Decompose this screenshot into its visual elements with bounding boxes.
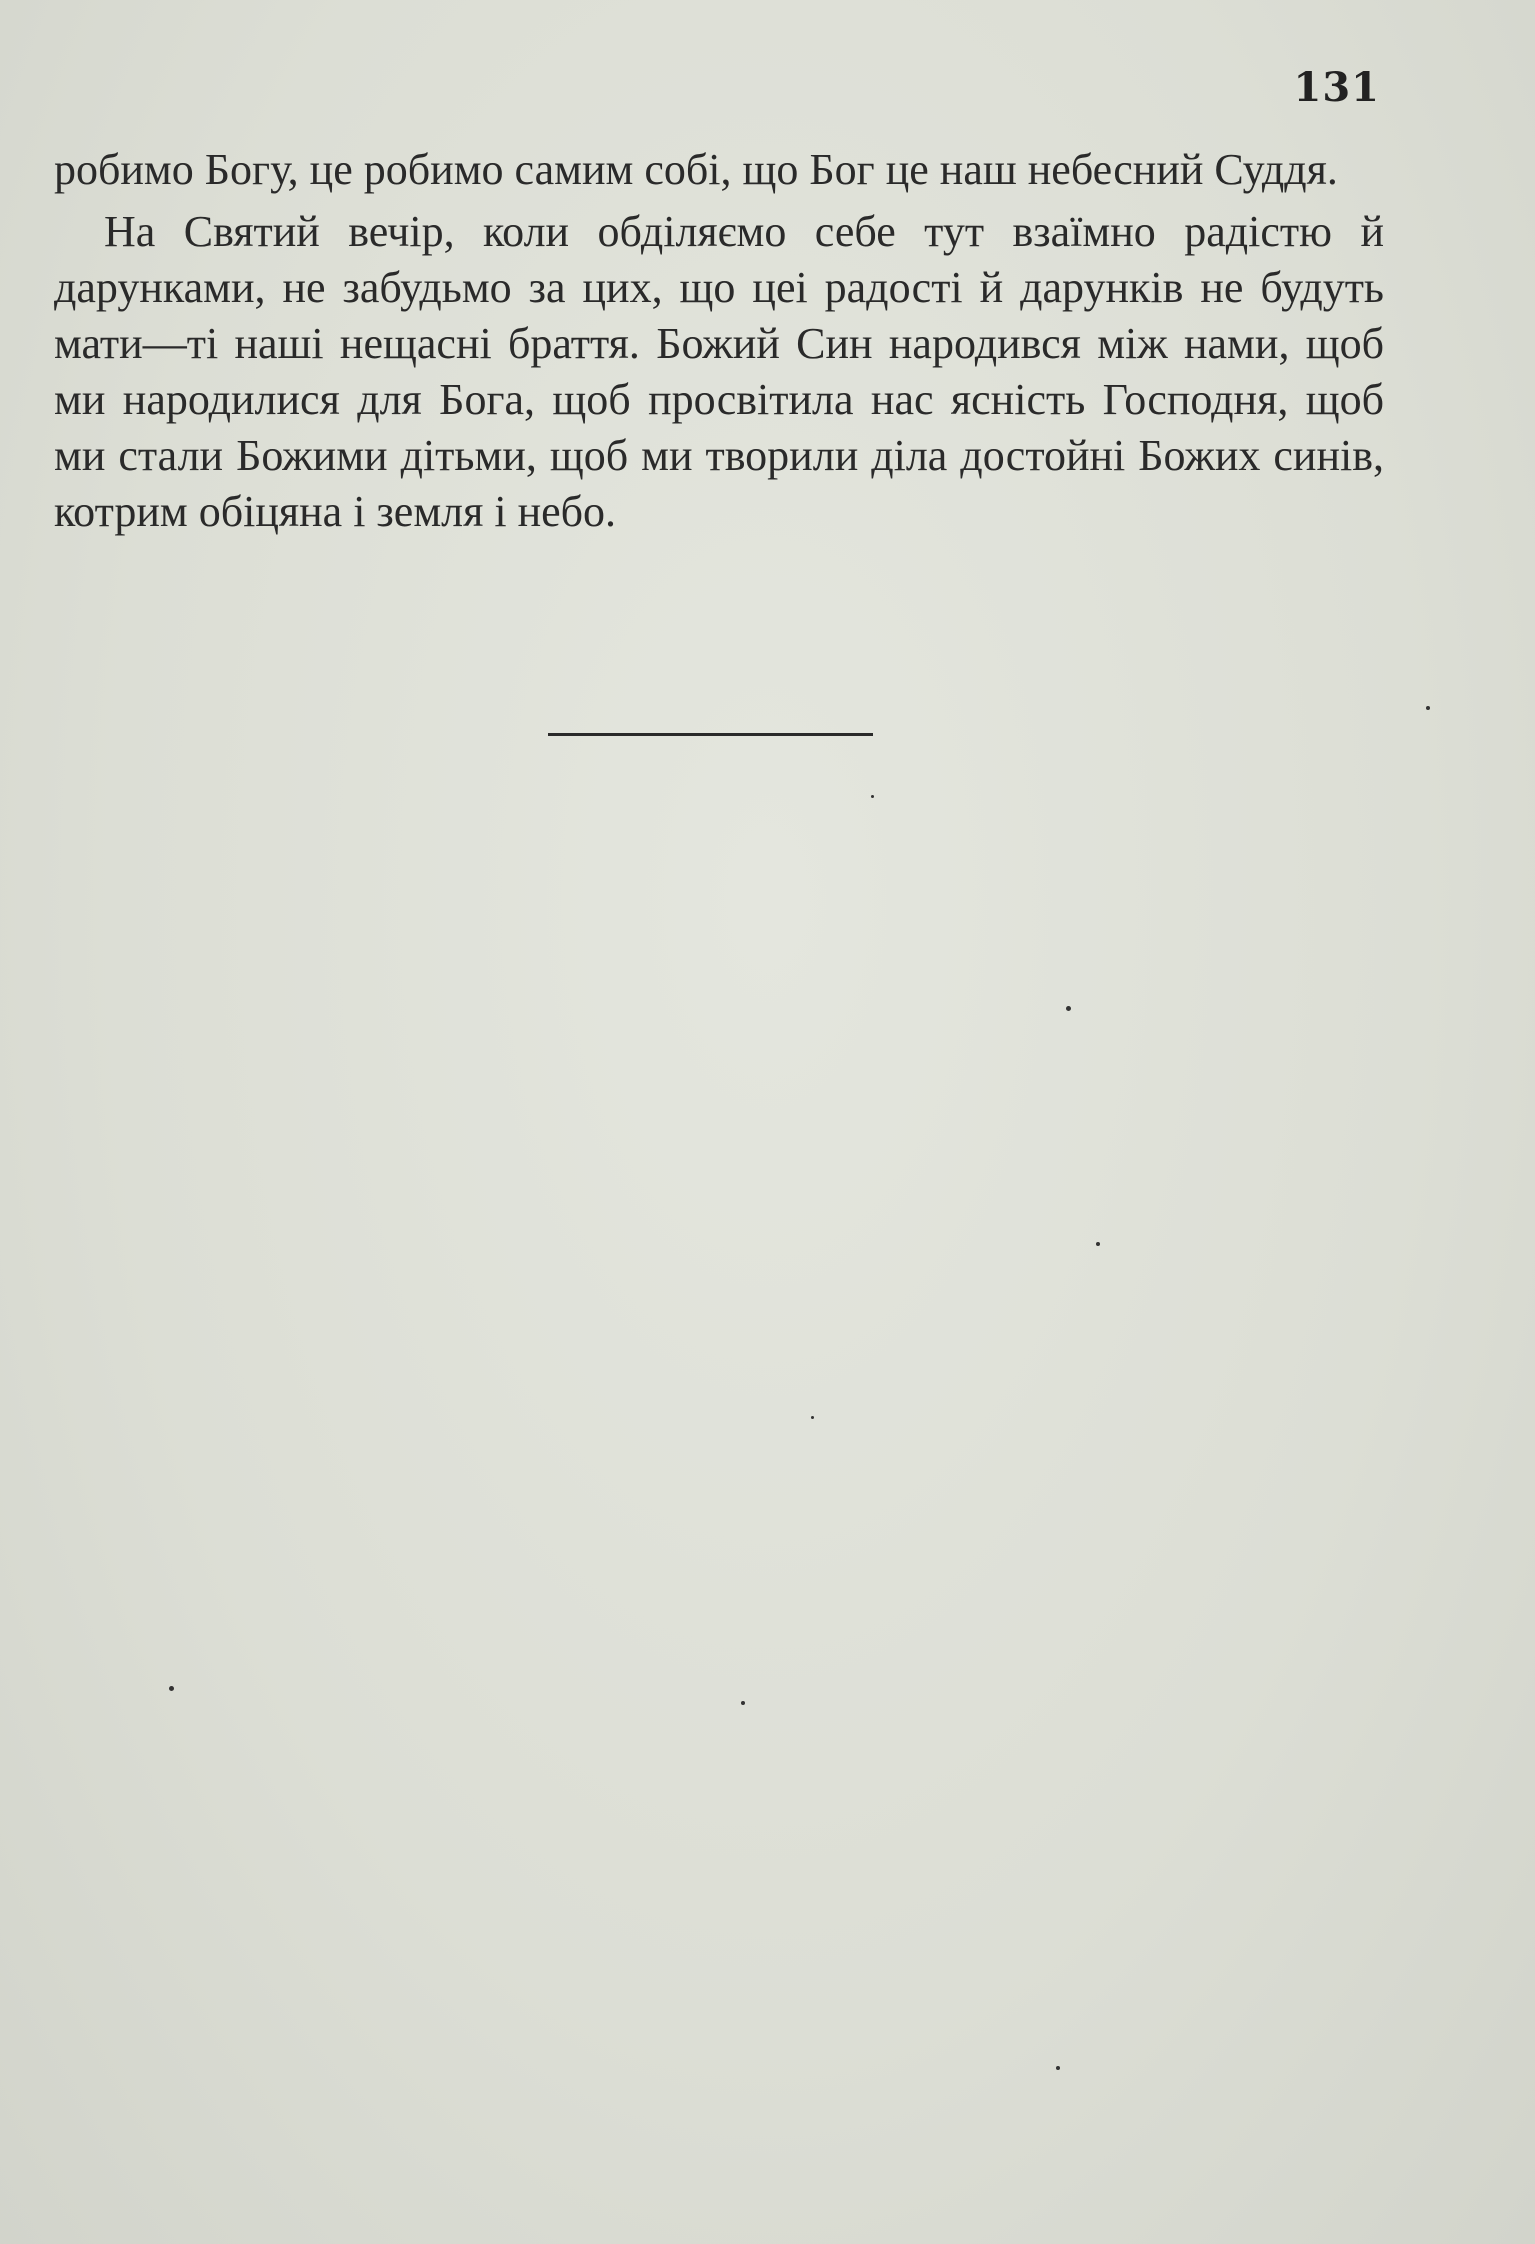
paper-speck bbox=[1096, 1242, 1100, 1246]
section-divider bbox=[548, 733, 873, 736]
paper-speck bbox=[1056, 2066, 1060, 2070]
paper-speck bbox=[871, 795, 874, 798]
paper-speck bbox=[169, 1686, 174, 1691]
paragraph-1: робимо Богу, це робимо самим собі, що Бог це наш небесний Суддя. bbox=[54, 145, 1338, 194]
paper-speck bbox=[1066, 1006, 1071, 1011]
page-number: 131 bbox=[1293, 64, 1380, 111]
paper-speck bbox=[811, 1416, 814, 1419]
body-text bbox=[54, 142, 1384, 546]
paragraph-2: На Святий вечір, коли обділяємо себе тут взаїмно радістю й дарунками, не забудьмо за цих, що цеі радості й дарунків не будуть мати—ті наші нещасні браття. Божий Син народився між нами, щоб ми народилися для Бога, щоб просвітила нас ясність Господня, щоб ми стали Божими дітьми, щоб ми творили діла достойні Божих синів, котрим обіцяна і земля і небо. bbox=[54, 207, 1384, 536]
paper-speck bbox=[1426, 706, 1430, 710]
paper-speck bbox=[741, 1701, 745, 1705]
